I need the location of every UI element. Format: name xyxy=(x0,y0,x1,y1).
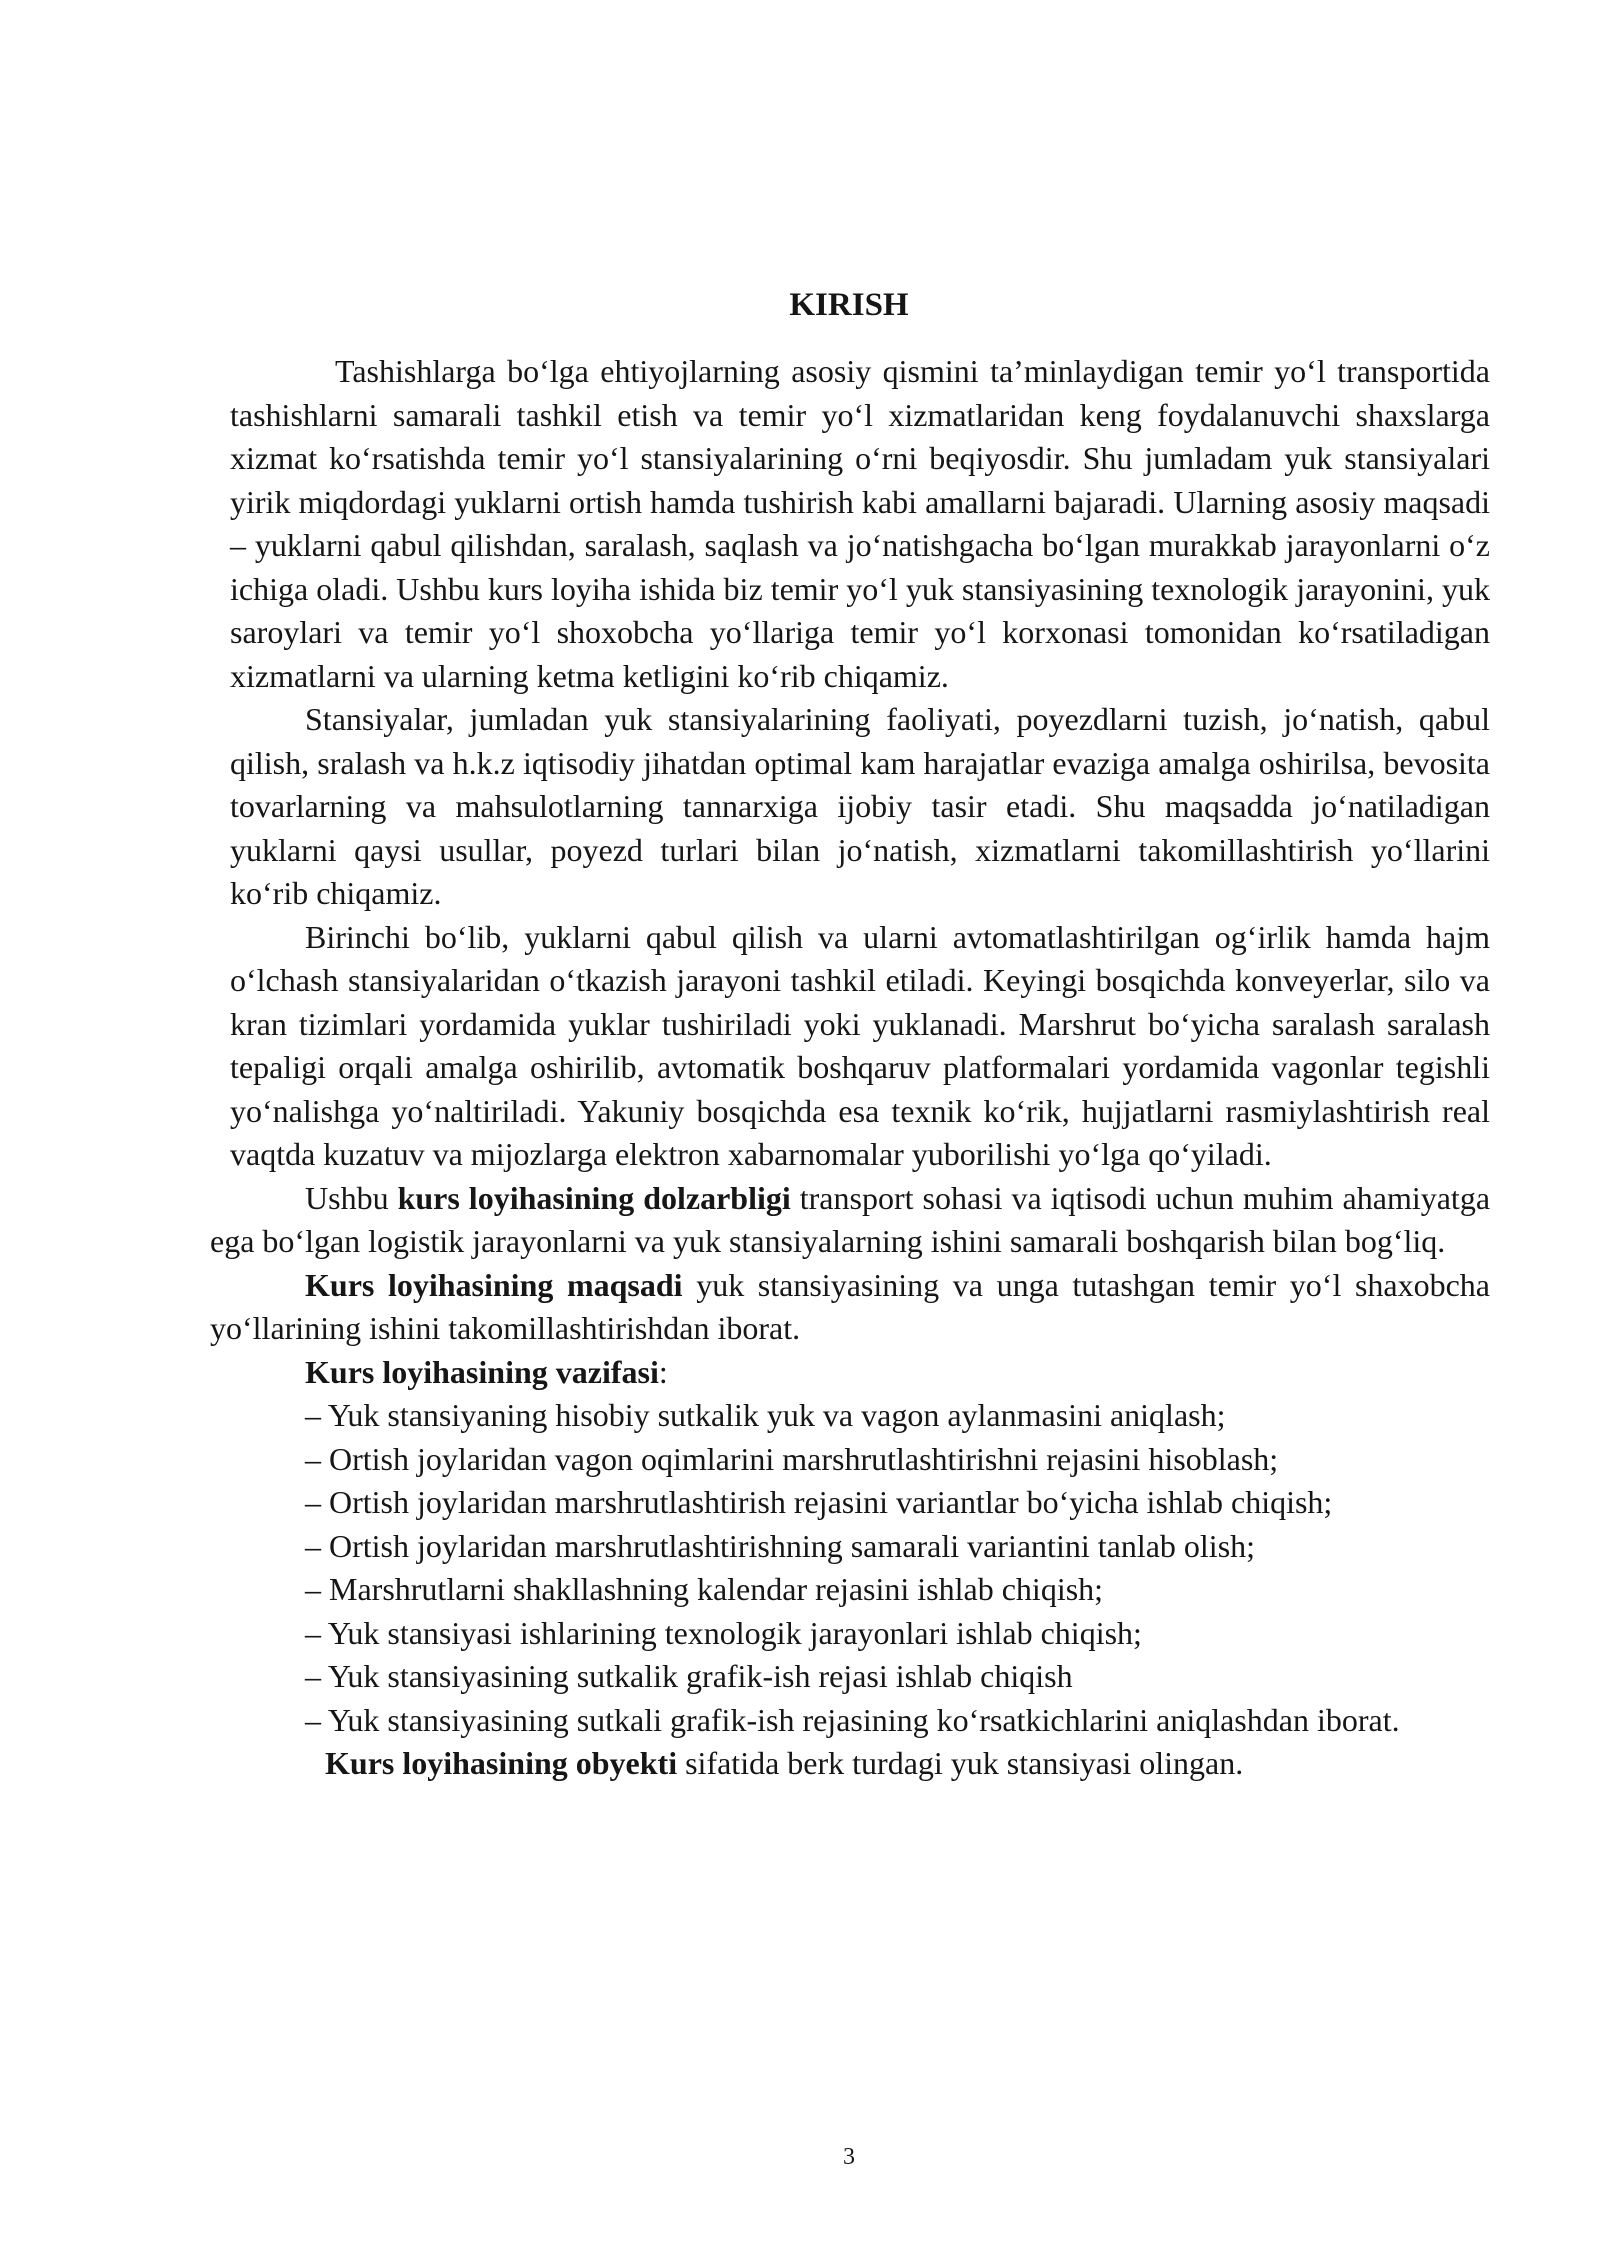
page-heading: KIRISH xyxy=(789,287,909,323)
task-item: – Marshrutlarni shakllashning kalendar rejasini ishlab chiqish; xyxy=(305,1571,1104,1607)
paragraph-goal xyxy=(210,1264,1490,1351)
task-item: – Ortish joylaridan marshrutlashtirish rejasini variantlar bo‘yicha ishlab chiqish; xyxy=(305,1484,1333,1520)
task-item: – Yuk stansiyasi ishlarining texnologik jarayonlari ishlab chiqish; xyxy=(305,1614,1142,1651)
task-item: – Yuk stansiyasining sutkali grafik-ish rejasining ko‘rsatkichlarini aniqlashdan iborat. xyxy=(305,1701,1400,1738)
body-text xyxy=(210,350,1490,1786)
paragraph-object xyxy=(210,1742,1490,1786)
paragraph-relevance xyxy=(210,1177,1490,1264)
task-item: – Ortish joylaridan vagon oqimlarini marshrutlashtirishni rejasini hisoblash; xyxy=(305,1440,1279,1477)
tasks-colon: : xyxy=(658,1353,668,1390)
object-text: sifatida berk turdagi yuk stansiyasi olingan. xyxy=(677,1745,1244,1781)
paragraph-stations: Stansiyalar, jumladan yuk stansiyalarining faoliyati, poyezdlarni tuzish, jo‘natish, qabul qilish, sralash va h.k.z iqtisodiy jihatdan optimal kam harajatlar evaziga amalga oshirilsa, bevosita tovarlarning va mahsulotlarning tannarxiga ijobiy tasir etadi. Shu maqsadda jo‘natiladigan yuklarni qaysi usullar, poyezd turlari bilan jo‘natish, xizmatlarni takomillashtirish yo‘llarini ko‘rib chiqamiz. xyxy=(230,701,1490,911)
page-number: 3 xyxy=(843,2144,855,2170)
relevance-term: kurs loyihasining dolzarbligi xyxy=(397,1179,791,1216)
paragraph-tasks-heading xyxy=(210,1351,1490,1395)
paragraph-intro: Tashishlarga bo‘lga ehtiyojlarning asosiy qismini ta’minlaydigan temir yo‘l transportida tashishlarni samarali tashkil etish va temir yo‘l xizmatlaridan keng foydalanuvchi shaxslarga xizmat ko‘rsatishda temir yo‘l stansiyalarining o‘rni beqiyosdir. Shu jumladam yuk stansiyalari yirik miqdordagi yuklarni ortish hamda tushirish kabi amallarni bajaradi. Ularning asosiy maqsadi – yuklarni qabul qilishdan, saralash, saqlash va jo‘natishgacha bo‘lgan murakkab jarayonlarni o‘z ichiga oladi. Ushbu kurs loyiha ishida biz temir yo‘l yuk stansiyasining texnologik jarayonini, yuk saroylari va temir yo‘l shoxobcha yo‘llariga temir yo‘l korxonasi tomonidan ko‘rsatiladigan xizmatlarni va ularning ketma ketligini ko‘rib chiqamiz. xyxy=(230,353,1490,694)
goal-text: yuk stansiyasining va unga tutashgan temir yo‘l shaxobcha yo‘llarining ishini takomillashtirishdan iborat. xyxy=(210,1266,1491,1346)
relevance-lead: Ushbu xyxy=(305,1179,398,1216)
goal-term: Kurs loyihasining maqsadi xyxy=(305,1266,683,1303)
relevance-text: transport sohasi va iqtisodi uchun muhim ahamiyatga ega bo‘lgan logistik jarayonlarni va yuk stansiyalarning ishini samarali boshqarish bilan bog‘liq. xyxy=(210,1179,1491,1259)
task-item: – Yuk stansiyaning hisobiy sutkalik yuk va vagon aylanmasini aniqlash; xyxy=(305,1397,1226,1433)
task-item: – Ortish joylaridan marshrutlashtirishning samarali variantini tanlab olish; xyxy=(305,1527,1256,1564)
object-term: Kurs loyihasining obyekti xyxy=(325,1745,678,1781)
tasks-term: Kurs loyihasining vazifasi xyxy=(305,1353,659,1390)
task-item: – Yuk stansiyasining sutkalik grafik-ish rejasi ishlab chiqish xyxy=(305,1658,1073,1694)
paragraph-process: Birinchi bo‘lib, yuklarni qabul qilish va ularni avtomatlashtirilgan og‘irlik hamda hajm o‘lchash stansiyalaridan o‘tkazish jarayoni tashkil etiladi. Keyingi bosqichda konveyerlar, silo va kran tizimlari yordamida yuklar tushiriladi yoki yuklanadi. Marshrut bo‘yicha saralash saralash tepaligi orqali amalga oshirilib, avtomatik boshqaruv platformalari yordamida vagonlar tegishli yo‘nalishga yo‘naltiriladi. Yakuniy bosqichda esa texnik ko‘rik, hujjatlarni rasmiylashtirish real vaqtda kuzatuv va mijozlarga elektron xabarnomalar yuborilishi yo‘lga qo‘yiladi. xyxy=(230,918,1490,1172)
